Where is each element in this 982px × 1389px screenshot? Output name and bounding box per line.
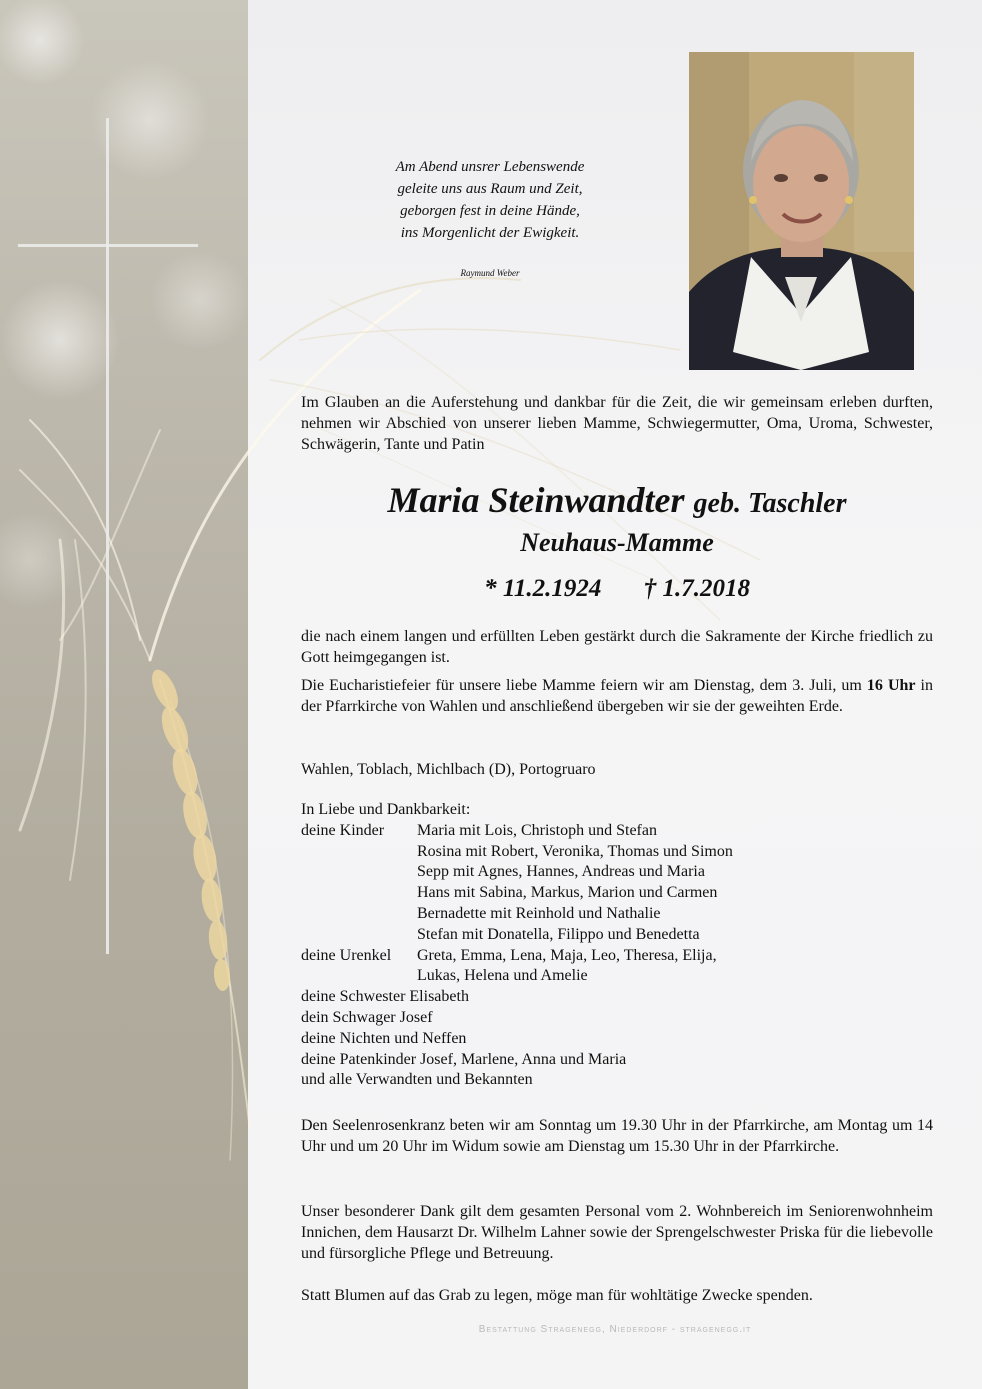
family-other: deine Patenkinder Josef, Marlene, Anna und Maria xyxy=(301,1050,627,1068)
thanks-text: Unser besonderer Dank gilt dem gesamten Personal vom 2. Wohnbereich im Seniorenwohnheim Innichen, dem Hausarzt Dr. Wilhelm Lahner sowie der Sprengelschwester Priska für die liebevolle und fürsorgliche Pflege und Betreuung. xyxy=(301,1203,933,1262)
flowers-text: Statt Blumen auf das Grab zu legen, möge man für wohltätige Zwecke spenden. xyxy=(301,1287,813,1304)
family-row xyxy=(301,821,933,842)
death-date: † 1.7.2018 xyxy=(643,575,750,602)
family-row xyxy=(301,842,933,863)
family-row xyxy=(301,925,933,946)
family-names: Bernadette mit Reinhold und Nathalie xyxy=(417,904,661,922)
family-names: Sepp mit Agnes, Hannes, Andreas und Maria xyxy=(417,863,705,881)
portrait-photo xyxy=(689,52,914,370)
family-row xyxy=(301,966,933,987)
poem-line: Am Abend unsrer Lebenswende xyxy=(395,159,585,175)
decorative-side-band xyxy=(0,0,248,1389)
poem-line: ins Morgenlicht der Ewigkeit. xyxy=(400,225,580,241)
family-names: Maria mit Lois, Christoph und Stefan xyxy=(417,821,657,839)
family-other: und alle Verwandten und Bekannten xyxy=(301,1071,533,1089)
deceased-name: Maria Steinwandter xyxy=(387,480,685,520)
mass-text xyxy=(301,675,933,717)
birth-date: * 11.2.1924 xyxy=(484,575,602,602)
family-relation: deine Kinder xyxy=(301,821,385,839)
maiden-name: geb. Taschler xyxy=(693,488,847,519)
passing-text: die nach einem langen und erfüllten Leben gestärkt durch die Sakramente der Kirche friedlich zu Gott heimgegangen ist. xyxy=(301,628,933,666)
family-other: deine Nichten und Neffen xyxy=(301,1029,467,1047)
family-row xyxy=(301,883,933,904)
family-names: Lukas, Helena und Amelie xyxy=(417,967,588,985)
family-row xyxy=(301,946,933,967)
memorial-poem xyxy=(330,156,650,244)
life-dates xyxy=(301,572,933,606)
family-other: dein Schwager Josef xyxy=(301,1008,433,1026)
family-list xyxy=(301,800,933,1091)
family-other: deine Schwester Elisabeth xyxy=(301,988,469,1006)
family-row xyxy=(301,862,933,883)
family-heading: In Liebe und Dankbarkeit: xyxy=(301,801,471,818)
cross-horizontal-bar xyxy=(18,244,198,247)
poem-line: geleite uns aus Raum und Zeit, xyxy=(397,181,583,197)
intro-text: Im Glauben an die Auferstehung und dankbar für die Zeit, die wir gemeinsam erleben durften, nehmen wir Abschied von unserer lieben Mamme, Schwiegermutter, Oma, Uroma, Schwester, Schwägerin, Tante und Patin xyxy=(301,394,933,453)
family-names: Stefan mit Donatella, Filippo und Benedetta xyxy=(417,925,700,943)
deceased-nickname: Neuhaus-Mamme xyxy=(520,528,714,557)
family-names: Rosina mit Robert, Veronika, Thomas und Simon xyxy=(417,842,733,860)
family-relation: deine Urenkel xyxy=(301,946,392,964)
places-text: Wahlen, Toblach, Michlbach (D), Portogruaro xyxy=(301,761,596,778)
mass-time: 16 Uhr xyxy=(866,677,916,694)
portrait-illustration xyxy=(689,52,914,370)
poem-line: geborgen fest in deine Hände, xyxy=(400,203,580,219)
family-row xyxy=(301,904,933,925)
rosary-text: Den Seelenrosenkranz beten wir am Sonntag um 19.30 Uhr in der Pfarrkirche, am Montag um 14 Uhr und um 20 Uhr im Widum sowie am Dienstag um 15.30 Uhr in der Pfarrkirche. xyxy=(301,1117,933,1155)
mass-text-end: in der Pfarrkirche von Wahlen und anschließend übergeben wir sie der geweihten Erde. xyxy=(301,677,933,715)
poem-author: Raymund Weber xyxy=(460,268,520,278)
deceased-name-line xyxy=(301,478,933,526)
funeral-home-footer: Bestattung Stragenegg, Niederdorf - stragenegg.it xyxy=(478,1324,752,1335)
family-names: Greta, Emma, Lena, Maja, Leo, Theresa, Elija, xyxy=(417,946,717,964)
mass-text-start: Die Eucharistiefeier für unsere liebe Mamme feiern wir am Dienstag, dem 3. Juli, um xyxy=(301,677,867,694)
family-names: Hans mit Sabina, Markus, Marion und Carmen xyxy=(417,884,718,902)
